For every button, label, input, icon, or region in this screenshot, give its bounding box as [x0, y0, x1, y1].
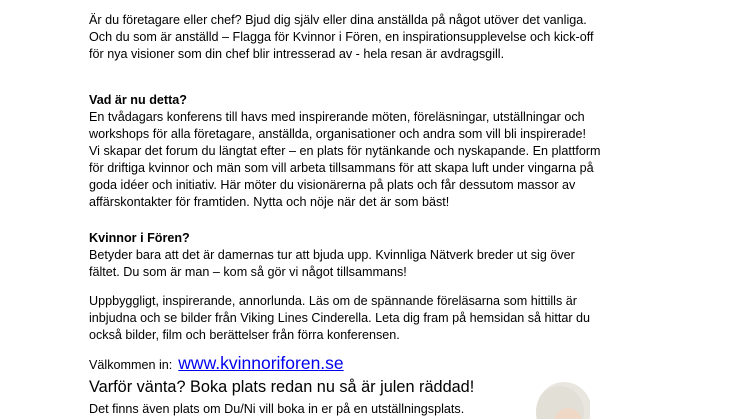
- what-heading: Vad är nu detta?: [89, 93, 187, 107]
- what-line: affärskontakter för framtiden. Nytta och nöje när det är som bäst!: [89, 195, 450, 209]
- portrait-photo-icon: [530, 378, 590, 419]
- women-line: fältet. Du som är man – kom så gör vi något tillsammans!: [89, 265, 407, 279]
- welcome-line: [89, 353, 344, 374]
- women-line: Betyder bara att det är damernas tur att bjuda upp. Kvinnliga Nätverk breder ut sig över: [89, 248, 575, 262]
- cta-subtext: Det finns även plats om Du/Ni vill boka in er på en utställningsplats.: [89, 402, 465, 416]
- welcome-label: Välkommen in:: [89, 358, 173, 372]
- website-link[interactable]: www.kvinnoriforen.se: [178, 353, 344, 373]
- women-heading: Kvinnor i Fören?: [89, 231, 190, 245]
- intro-paragraph: [89, 12, 593, 63]
- intro-line: för nya visioner som din chef blir intresserad av - hela resan är avdragsgill.: [89, 47, 505, 61]
- more-section: [89, 293, 590, 344]
- what-line: för driftiga kvinnor och män som vill arbeta tillsammans för att skapa luft under vingarna på: [89, 161, 594, 175]
- what-section: [89, 92, 601, 211]
- intro-line: Är du företagare eller chef? Bjud dig själv eller dina anställda på något utöver det vanliga.: [89, 13, 587, 27]
- women-section: [89, 230, 575, 281]
- what-line: En tvådagars konferens till havs med inspirerande möten, föreläsningar, utställningar och: [89, 110, 585, 124]
- more-line: också bilder, film och berättelser från förra konferensen.: [89, 328, 400, 342]
- what-line: workshops för alla företagare, anställda, organisationer och andra som vill bli inspirerade!: [89, 127, 587, 141]
- what-line: Vi skapar det forum du längtat efter – en plats för nytänkande och nyskapande. En plattform: [89, 144, 601, 158]
- more-line: inbjudna och se bilder från Viking Lines Cinderella. Leta dig fram på hemsidan så hittar du: [89, 311, 591, 325]
- intro-line: Och du som är anställd – Flagga för Kvinnor i Fören, en inspirationsupplevelse och kick-off: [89, 30, 594, 44]
- more-line: Uppbyggligt, inspirerande, annorlunda. Läs om de spännande föreläsarna som hittills är: [89, 294, 577, 308]
- cta-headline: Varför vänta? Boka plats redan nu så är julen räddad!: [89, 378, 475, 396]
- portrait-photo: [530, 378, 590, 419]
- what-line: goda idéer och initiativ. Här möter du visionärerna på plats och får dessutom massor av: [89, 178, 576, 192]
